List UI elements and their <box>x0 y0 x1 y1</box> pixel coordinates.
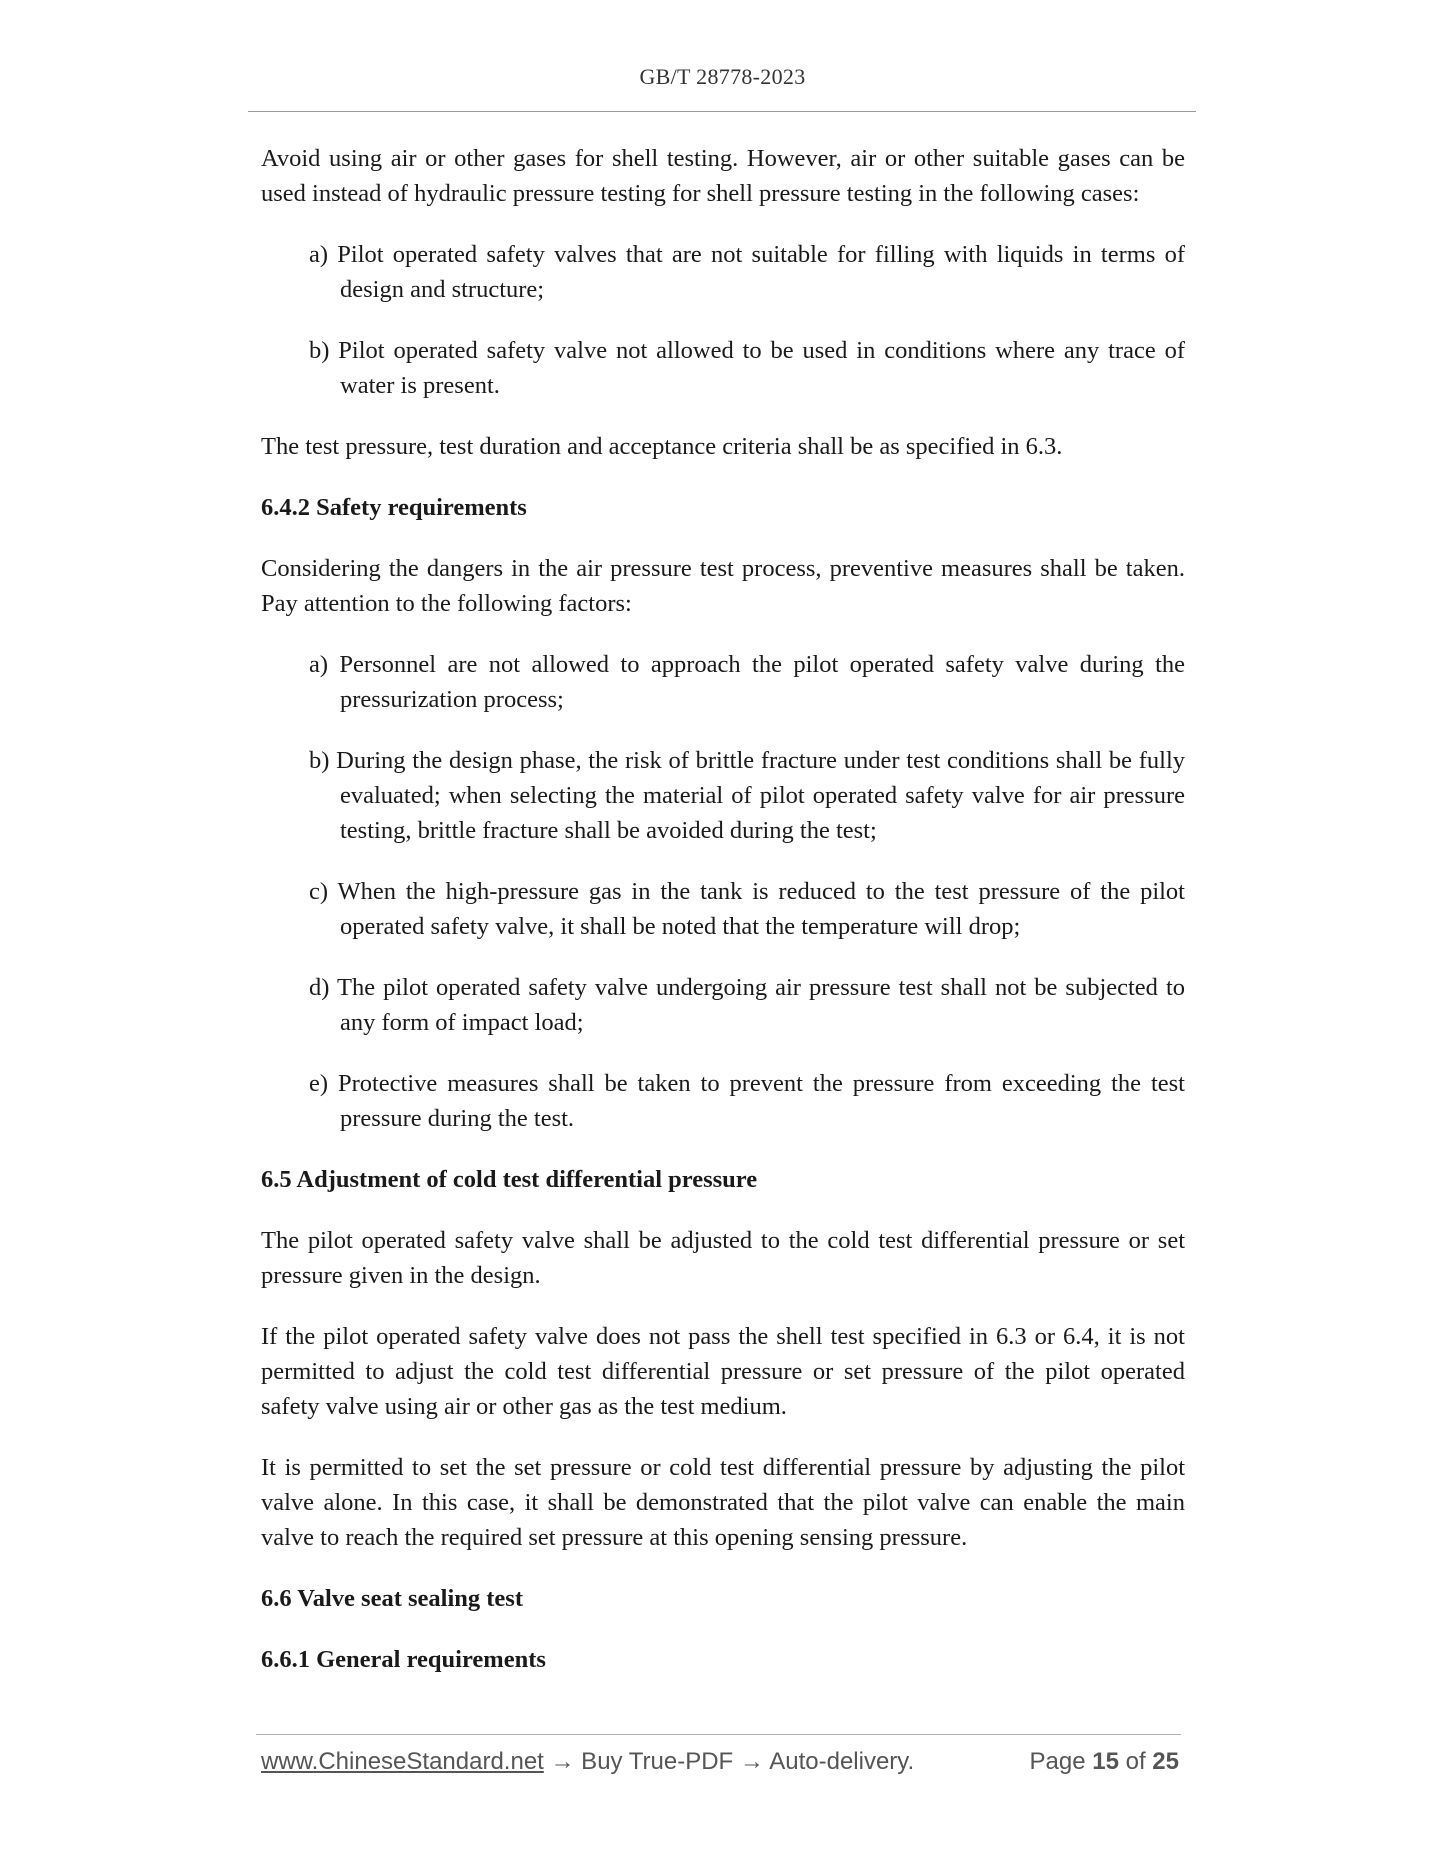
intro-paragraph: Avoid using air or other gases for shell testing. However, air or other suitable gases can be used instead of hydraulic pressure testing for shell pressure testing in the following cases: <box>261 145 1185 207</box>
page-content <box>261 141 1185 1703</box>
safety-intro-paragraph: Considering the dangers in the air pressure test process, preventive measures shall be taken. Pay attention to the following factors: <box>261 555 1185 617</box>
case-item-a: a) Pilot operated safety valves that are not suitable for filling with liquids in terms of design and structure; <box>309 241 1185 303</box>
footer-divider <box>256 1734 1181 1735</box>
page-total: 25 <box>1152 1748 1179 1775</box>
page-current: 15 <box>1092 1748 1119 1775</box>
adjustment-paragraph-2: If the pilot operated safety valve does not pass the shell test specified in 6.3 or 6.4, it is not permitted to adjust the cold test differential pressure or set pressure of the pilot operated safety valve using air or other gas as the test medium. <box>261 1323 1185 1420</box>
footer-promo <box>261 1748 914 1776</box>
adjustment-paragraph-3: It is permitted to set the set pressure or cold test differential pressure by adjusting the pilot valve alone. In this case, it shall be demonstrated that the pilot valve can enable the main valve to reach the required set pressure at this opening sensing pressure. <box>261 1454 1185 1551</box>
general-requirements-heading: 6.6.1 General requirements <box>261 1646 546 1673</box>
page-label: Page <box>1029 1748 1086 1775</box>
adjustment-heading: 6.5 Adjustment of cold test differential pressure <box>261 1166 758 1193</box>
seat-sealing-heading: 6.6 Valve seat sealing test <box>261 1585 523 1612</box>
page-indicator <box>1030 1748 1180 1776</box>
page-footer <box>261 1748 1179 1784</box>
test-pressure-note: The test pressure, test duration and acceptance criteria shall be as specified in 6.3. <box>261 433 1063 460</box>
safety-item-a: a) Personnel are not allowed to approach the pilot operated safety valve during the pressurization process; <box>309 651 1185 713</box>
safety-item-d: d) The pilot operated safety valve undergoing air pressure test shall not be subjected to any form of impact load; <box>309 974 1185 1036</box>
safety-item-b: b) During the design phase, the risk of brittle fracture under test conditions shall be fully evaluated; when selecting the material of pilot operated safety valve for air pressure testing, brittle fracture shall be avoided during the test; <box>309 747 1185 844</box>
header-divider <box>248 111 1196 112</box>
case-item-b: b) Pilot operated safety valve not allowed to be used in conditions where any trace of water is present. <box>309 337 1185 399</box>
safety-item-e: e) Protective measures shall be taken to prevent the pressure from exceeding the test pressure during the test. <box>309 1070 1185 1132</box>
safety-item-c: c) When the high-pressure gas in the tank is reduced to the test pressure of the pilot operated safety valve, it shall be noted that the temperature will drop; <box>309 878 1185 940</box>
footer-promo-text: → Buy True-PDF → Auto-delivery. <box>543 1748 915 1775</box>
document-header: GB/T 28778-2023 <box>639 64 806 89</box>
site-link[interactable]: www.ChineseStandard.net <box>261 1748 544 1775</box>
page-of-label: of <box>1125 1748 1146 1775</box>
adjustment-paragraph-1: The pilot operated safety valve shall be adjusted to the cold test differential pressure or set pressure given in the design. <box>261 1227 1185 1289</box>
safety-requirements-heading: 6.4.2 Safety requirements <box>261 494 527 521</box>
